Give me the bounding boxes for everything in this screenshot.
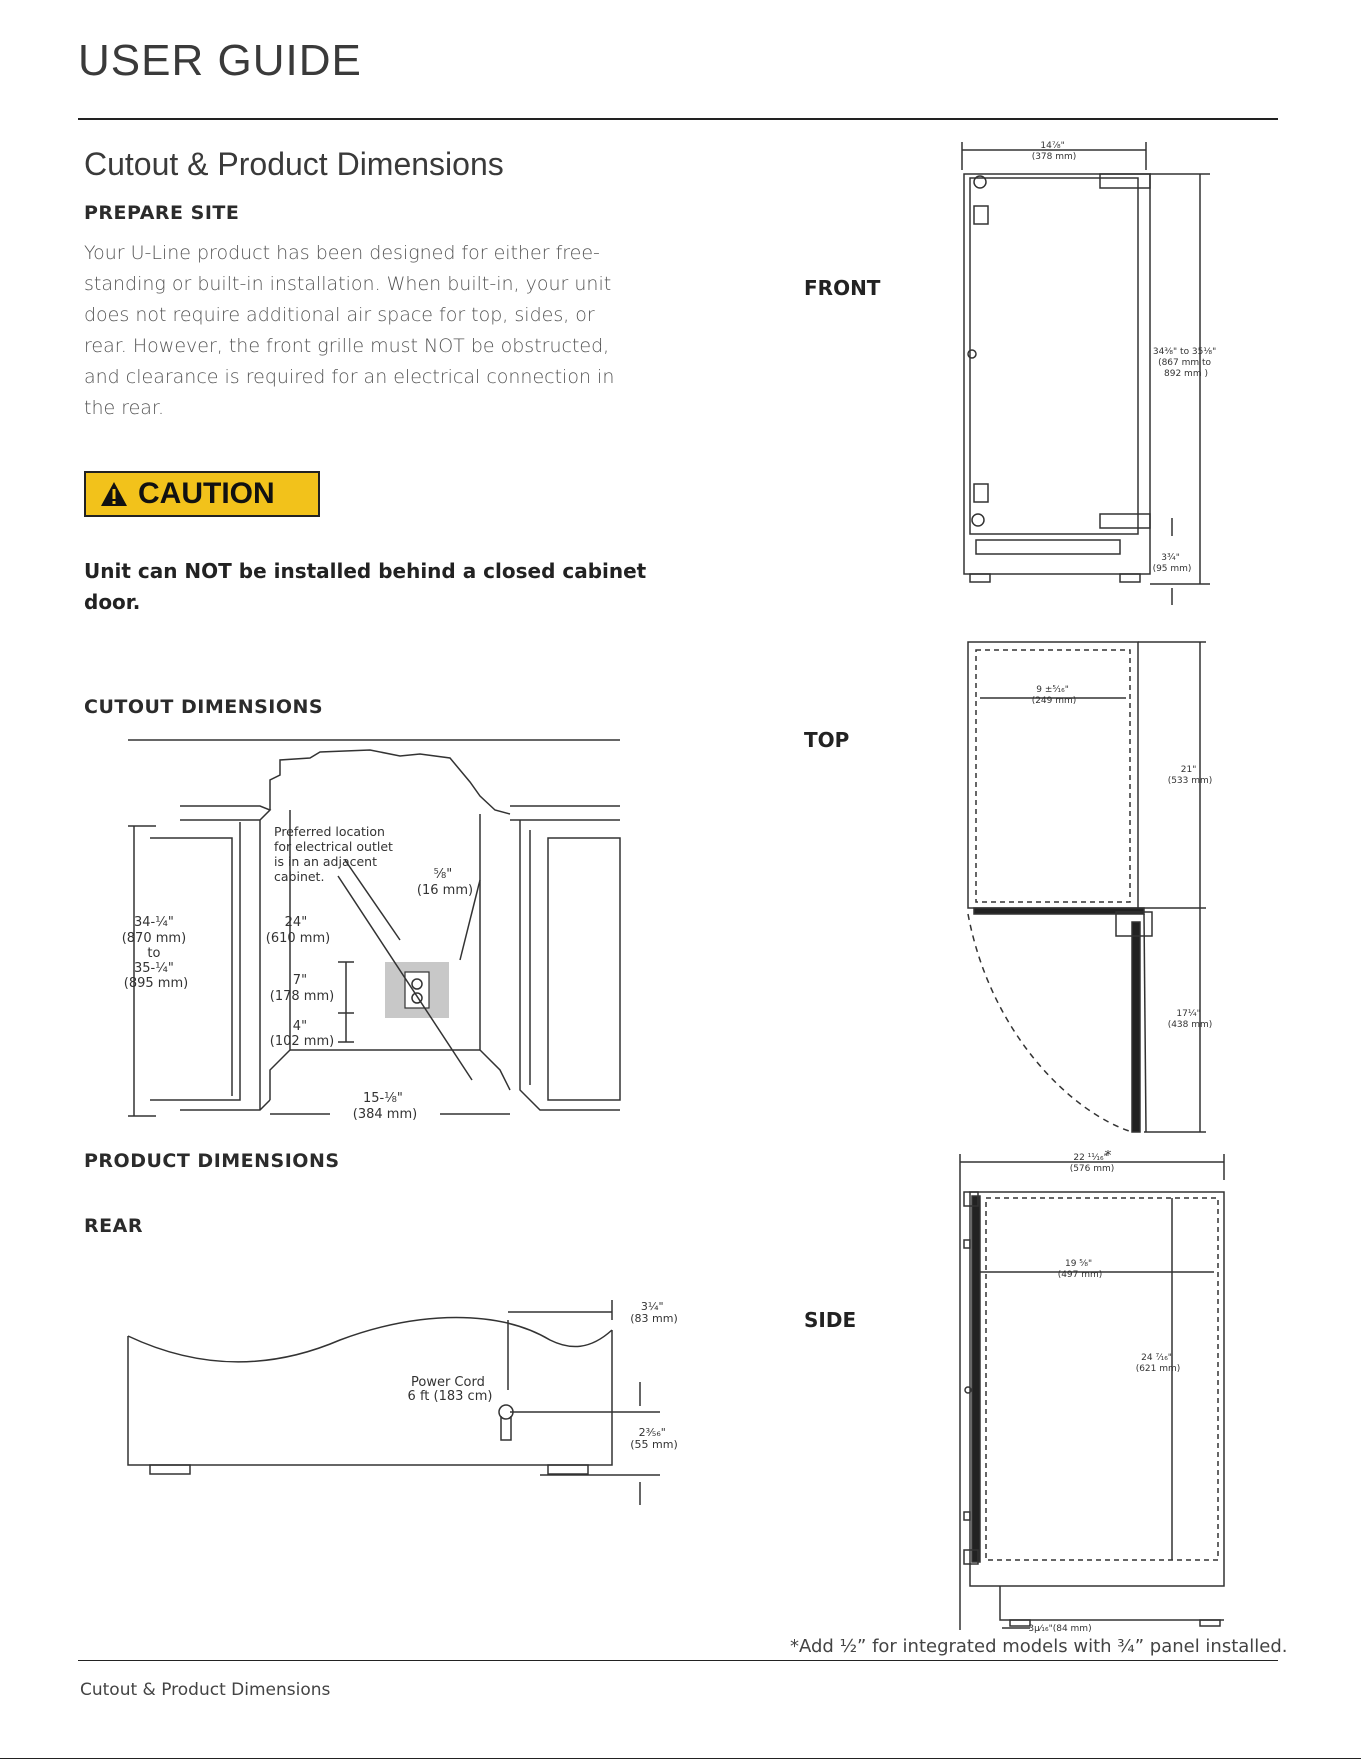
body-line: standing or built-in installation. When built-in, your unit <box>84 273 612 295</box>
cutout-dimensions-heading: CUTOUT DIMENSIONS <box>84 696 324 718</box>
body-line: Your U-Line product has been designed for either free- <box>84 242 600 264</box>
caution-label <box>84 471 320 517</box>
body-line: rear. However, the front grille must NOT be obstructed, <box>84 335 610 357</box>
front-height-label: 34⅜" to 35⅛" (867 mm to 892 mm ) <box>1152 347 1217 379</box>
prepare-site-heading: PREPARE SITE <box>84 202 240 224</box>
top-inner-width-label: 9 ±⁵⁄₁₆" (249 mm) <box>1031 685 1077 706</box>
top-view-label: TOP <box>804 728 850 752</box>
cutout-diagram <box>120 730 640 1130</box>
rear-offset-label: 3¼" (83 mm) <box>630 1300 678 1325</box>
warning-triangle-icon <box>100 481 128 507</box>
installation-warning <box>84 556 684 618</box>
body-line: does not require additional air space for top, sides, or <box>84 304 595 326</box>
body-line: the rear. <box>84 397 165 419</box>
front-view-label: FRONT <box>804 276 881 300</box>
product-dimensions-heading: PRODUCT DIMENSIONS <box>84 1150 340 1172</box>
side-height-label: 24 ⁷⁄₁₆" (621 mm) <box>1135 1353 1181 1374</box>
cutout-note-text: Preferred location for electrical outlet is in an adjacent cabinet. <box>274 824 393 884</box>
body-line: and clearance is required for an electrical connection in <box>84 366 615 388</box>
front-toe-label: 3¾" (95 mm) <box>1152 553 1192 574</box>
header-rule <box>78 118 1278 120</box>
warning-line: door. <box>84 590 141 614</box>
page-bottom-rule <box>0 1758 1361 1759</box>
cutout-width-label: 15-⅛" (384 mm) <box>352 1091 418 1122</box>
side-view-diagram <box>950 1150 1240 1640</box>
outlet-height-label: 7" (178 mm) <box>269 973 335 1004</box>
side-inner-depth-label: 19 ⁵⁄₈" (497 mm) <box>1057 1259 1103 1280</box>
rear-wavy-edge <box>128 1318 612 1363</box>
front-view-diagram <box>950 140 1230 610</box>
front-width-label: 14⅞" (378 mm) <box>1031 141 1077 162</box>
section-title: Cutout & Product Dimensions <box>84 146 504 182</box>
rear-cord-height-label: 2⅗₆" (55 mm) <box>630 1426 678 1451</box>
page-footer: Cutout & Product Dimensions <box>80 1680 331 1700</box>
prepare-site-body <box>84 238 624 424</box>
top-door-swing-label: 17¼" (438 mm) <box>1167 1009 1213 1030</box>
outlet-base-label: 4" (102 mm) <box>269 1019 335 1049</box>
page-header-title: USER GUIDE <box>78 36 362 85</box>
caution-text: CAUTION <box>138 477 275 510</box>
rear-view-diagram <box>120 1290 680 1510</box>
top-depth-label: 21" (533 mm) <box>1167 765 1213 786</box>
footer-rule <box>78 1660 1278 1661</box>
cutout-gap-label: ⅝" (16 mm) <box>416 867 474 898</box>
warning-line: Unit can NOT be installed behind a closed cabinet <box>84 559 647 583</box>
top-view-diagram <box>950 632 1230 1152</box>
cutout-height-label: 34-¼" (870 mm) to 35-¼" (895 mm) <box>121 915 189 991</box>
side-view-label: SIDE <box>804 1308 857 1332</box>
rear-view-label: REAR <box>84 1215 143 1237</box>
footnote: *Add ½” for integrated models with ¾” panel installed. <box>790 1636 1288 1657</box>
side-depth-label: 22 ¹¹⁄₁₆" (576 mm) <box>1069 1153 1115 1174</box>
power-cord-label: Power Cord 6 ft (183 cm) <box>407 1375 493 1404</box>
side-depth-asterisk: * <box>1104 1150 1112 1164</box>
side-bottom-label: 3µ⁄₁₆"(84 mm) <box>1028 1624 1092 1634</box>
cutout-depth-label: 24" (610 mm) <box>265 915 331 946</box>
